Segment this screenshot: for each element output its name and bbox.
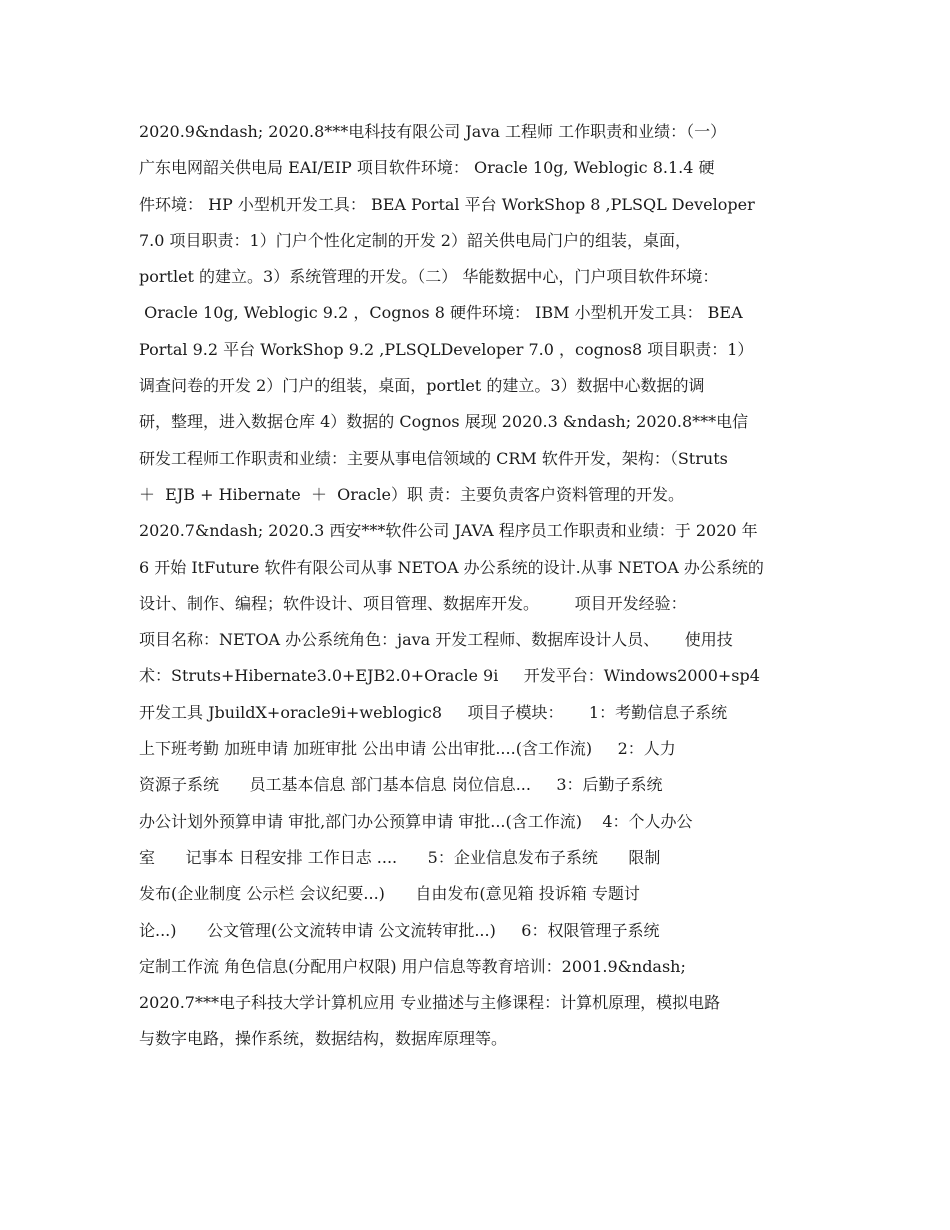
text-line: 设计、制作、编程；软件设计、项目管理、数据库开发。 项目开发经验： <box>139 593 687 613</box>
text-line: 7.0 项目职责：1）门户个性化定制的开发 2）韶关供电局门户的组装，桌面， <box>139 230 691 250</box>
text-line: 办公计划外预算申请 审批,部门办公预算申请 审批...(含工作流) 4：个人办公 <box>139 811 693 831</box>
text-line: 资源子系统 员工基本信息 部门基本信息 岗位信息... 3：后勤子系统 <box>139 775 663 795</box>
text-line: 研发工程师工作职责和业绩：主要从事电信领域的 CRM 软件开发，架构：（Struts <box>139 448 728 468</box>
text-line: 定制工作流 角色信息(分配用户权限) 用户信息等教育培训：2001.9&ndash; <box>139 956 686 976</box>
text-line: 2020.7***电子科技大学计算机应用 专业描述与主修课程：计算机原理，模拟电路 <box>139 993 721 1013</box>
text-line: 上下班考勤 加班申请 加班审批 公出申请 公出审批....(含工作流) 2：人力 <box>139 739 676 759</box>
text-line: Oracle 10g, Weblogic 9.2 ，Cognos 8 硬件环境： IBM 小型机开发工具： BEA <box>139 303 743 323</box>
text-line: 调查问卷的开发 2）门户的组装，桌面，portlet 的建立。3）数据中心数据的调 <box>139 376 705 396</box>
text-line: 2020.7&ndash; 2020.3 西安***软件公司 JAVA 程序员工作职责和业绩：于 2020 年 <box>139 521 758 541</box>
text-line: 术：Struts+Hibernate3.0+EJB2.0+Oracle 9i 开发平台：Windows2000+sp4 <box>139 666 760 686</box>
text-line: 项目名称：NETOA 办公系统角色：java 开发工程师、数据库设计人员、 使用技 <box>139 630 733 650</box>
text-line: Portal 9.2 平台 WorkShop 9.2 ,PLSQLDeveloper 7.0 ，cognos8 项目职责：1） <box>139 339 754 359</box>
text-line: 发布(企业制度 公示栏 会议纪要...) 自由发布(意见箱 投诉箱 专题讨 <box>139 884 640 904</box>
text-line: 2020.9&ndash; 2020.8***电科技有限公司 Java 工程师 工作职责和业绩：（一） <box>139 122 727 141</box>
text-line: 件环境： HP 小型机开发工具： BEA Portal 平台 WorkShop 8 ,PLSQL Developer <box>139 194 755 214</box>
resume-body-text <box>139 114 815 1058</box>
text-line: 研，整理，进入数据仓库 4）数据的 Cognos 展现 2020.3 &ndash; 2020.8***电信 <box>139 412 749 432</box>
text-line: 室 记事本 日程安排 工作日志 .... 5：企业信息发布子系统 限制 <box>139 847 661 867</box>
text-line: 开发工具 JbuildX+oracle9i+weblogic8 项目子模块： 1：考勤信息子系统 <box>139 702 728 722</box>
text-line: 与数字电路，操作系统，数据结构，数据库原理等。 <box>139 1029 508 1049</box>
text-line: 6 开始 ItFuture 软件有限公司从事 NETOA 办公系统的设计.从事 NETOA 办公系统的 <box>139 557 764 577</box>
text-line: portlet 的建立。3）系统管理的开发。（二） 华能数据中心，门户项目软件环境： <box>139 267 719 287</box>
text-line: 广东电网韶关供电局 EAI/EIP 项目软件环境： Oracle 10g, Weblogic 8.1.4 硬 <box>139 158 715 178</box>
text-line: ＋ EJB + Hibernate ＋ Oracle）职 责：主要负责客户资料管理的开发。 <box>139 484 685 504</box>
text-line: 论...) 公文管理(公文流转申请 公文流转审批...) 6：权限管理子系统 <box>139 920 660 940</box>
